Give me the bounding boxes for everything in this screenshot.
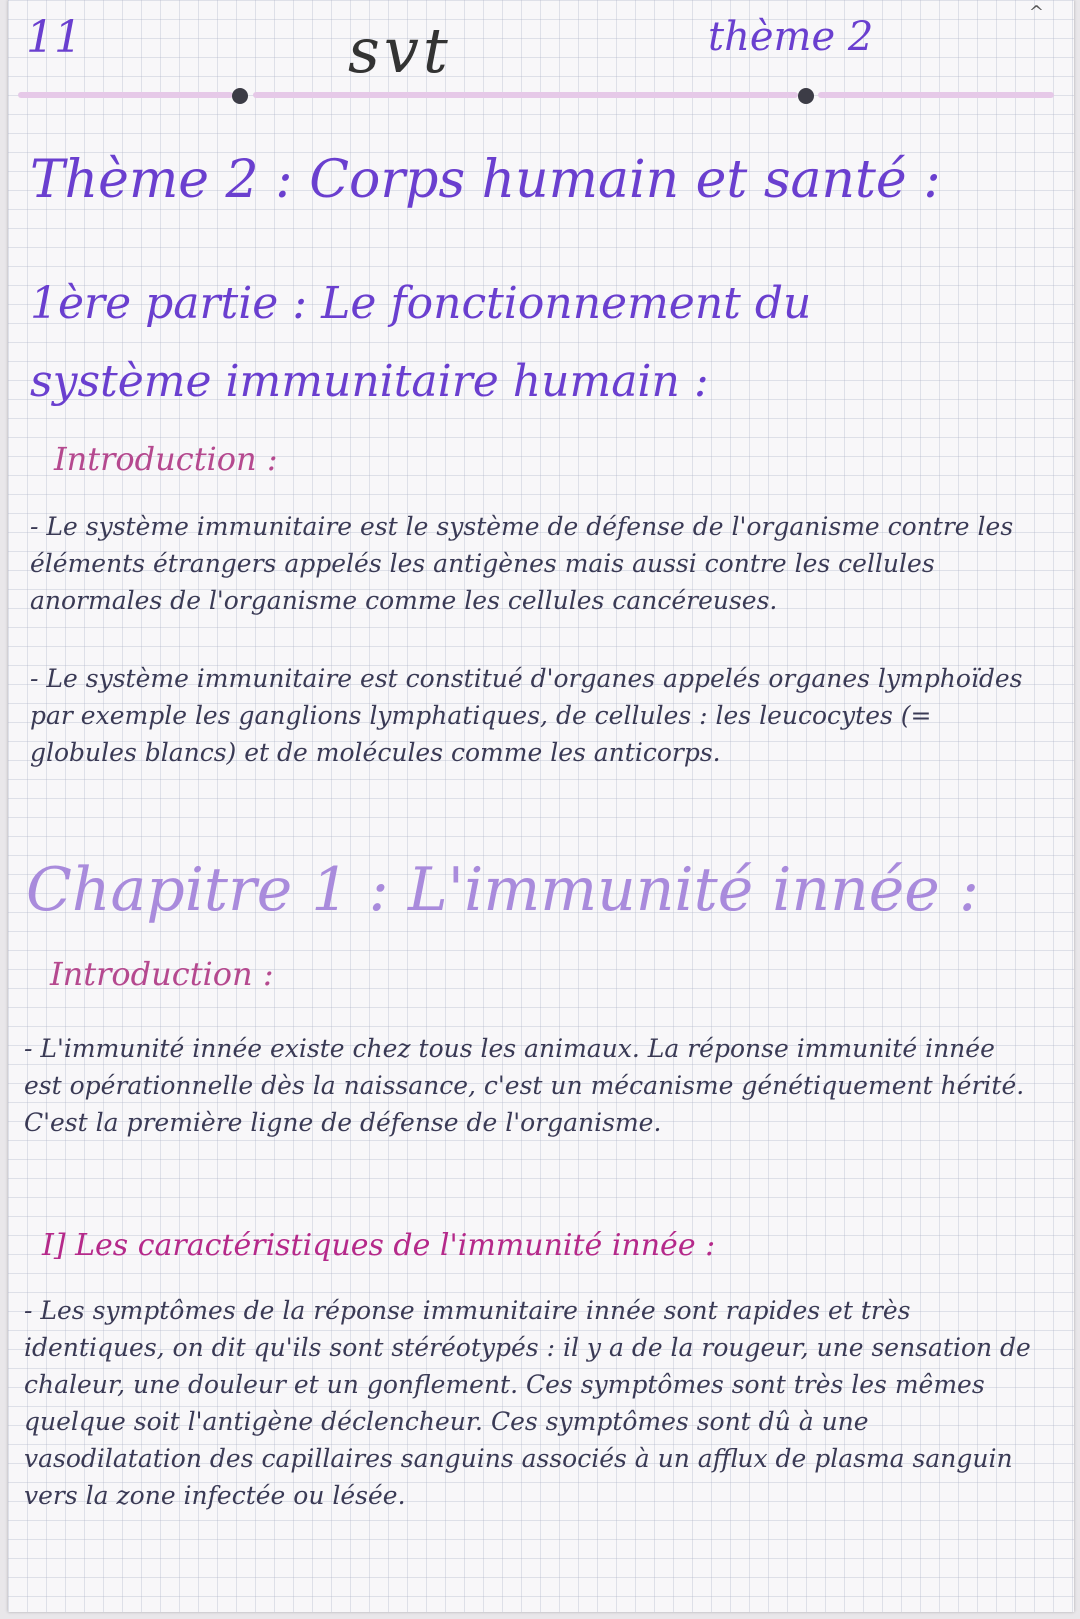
notebook-page xyxy=(8,0,1074,1612)
subject-label: svt xyxy=(348,14,452,87)
intro-paragraph-1: - Le système immunitaire est le système de défense de l'organisme contre les éléments étrangers appelés les antigènes mais aussi contre les cellules anormales de l'organisme comme les cellules cancéreuses. xyxy=(30,512,1014,615)
corner-mark: ^ xyxy=(1028,2,1044,23)
section-paragraph: - Les symptômes de la réponse immunitaire innée sont rapides et très identiques, on dit qu'ils sont stéréotypés : il y a de la rougeur, une sensation de chaleur, une douleur et un gonflement. Ces symptômes sont très les mêmes quelque soit l'antigène déclencheur. Ces symptômes sont dû à une vasodilatation des capillaires sanguins associés à un afflux de plasma sanguin vers la zone infectée ou lésée. xyxy=(24,1296,1031,1510)
intro-paragraph-2: - Le système immunitaire est constitué d'organes appelés organes lymphoïdes par exemple les ganglions lymphatiques, de cellules : les leucocytes (= globules blancs) et de molécules comme les anticorps. xyxy=(30,664,1023,767)
header-rule-left xyxy=(18,92,233,98)
theme-title: Thème 2 : Corps humain et santé : xyxy=(30,150,941,210)
header-rule-right xyxy=(818,92,1054,98)
chapter-title: Chapitre 1 : L'immunité innée : xyxy=(26,855,980,925)
binder-hole-right xyxy=(798,88,814,104)
theme-label: thème 2 xyxy=(708,14,874,60)
section-heading: I] Les caractéristiques de l'immunité innée : xyxy=(42,1228,716,1263)
chapter-intro-heading: Introduction : xyxy=(50,955,274,993)
page-number: 11 xyxy=(26,12,82,63)
part-title: 1ère partie : Le fonctionnement du système immunitaire humain : xyxy=(30,278,812,407)
chapter-intro-paragraph: - L'immunité innée existe chez tous les animaux. La réponse immunité innée est opérationnelle dès la naissance, c'est un mécanisme génétiquement hérité. C'est la première ligne de défense de l'organisme. xyxy=(24,1034,1025,1137)
intro-heading: Introduction : xyxy=(54,440,278,478)
binder-hole-left xyxy=(232,88,248,104)
header-rule-middle xyxy=(253,92,798,98)
